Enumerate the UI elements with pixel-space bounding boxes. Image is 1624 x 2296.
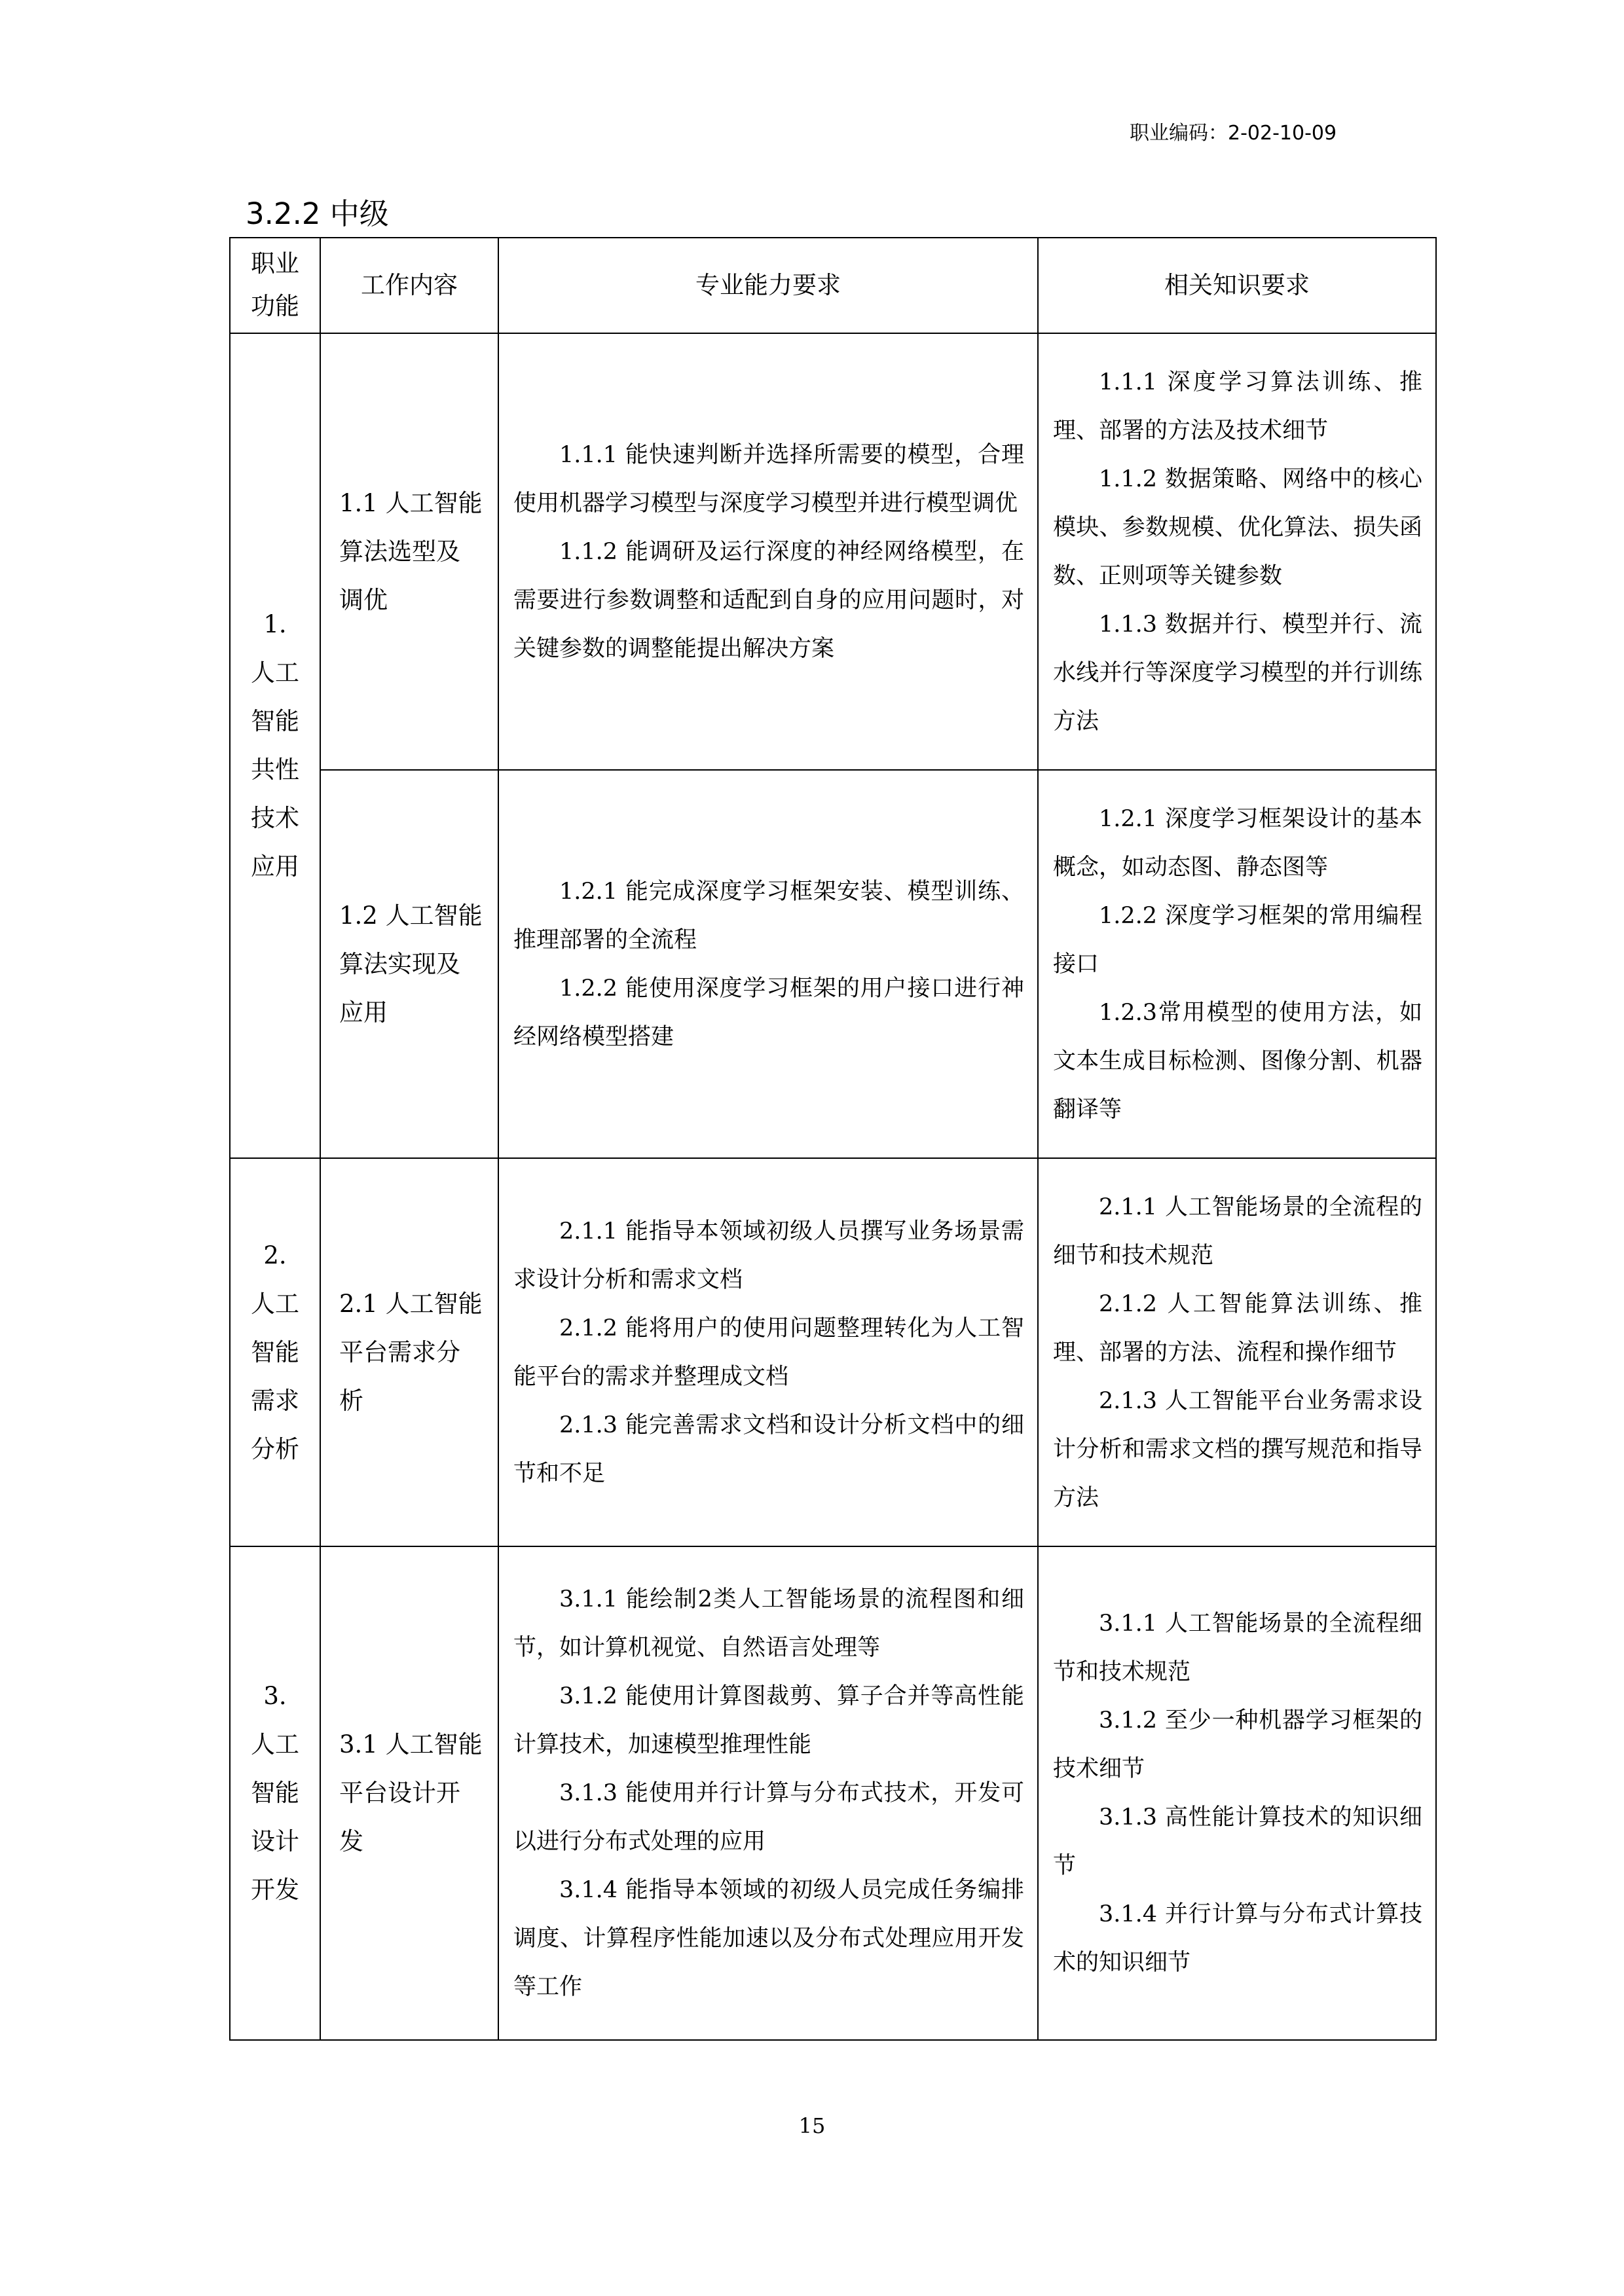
- ability-item: 3.1.3 能使用并行计算与分布式技术，开发可以进行分布式处理的应用: [513, 1780, 1024, 1855]
- knowledge-item: 1.2.3常用模型的使用方法，如文本生成目标检测、图像分割、机器翻译等: [1053, 999, 1422, 1123]
- ability-item: 2.1.3 能完善需求文档和设计分析文档中的细节和不足: [513, 1412, 1024, 1487]
- knowledge-item: 2.1.3 人工智能平台业务需求设计分析和需求文档的撰写规范和指导方法: [1053, 1387, 1422, 1511]
- function-cell: 1. 人工 智能 共性 技术 应用: [230, 333, 320, 1158]
- header-abilities: 专业能力要求: [498, 238, 1038, 333]
- knowledge-item: 1.2.2 深度学习框架的常用编程接口: [1053, 902, 1422, 977]
- work-content-cell: 2.1 人工智能平台需求分析: [320, 1158, 498, 1546]
- knowledge-item: 3.1.1 人工智能场景的全流程细节和技术规范: [1053, 1611, 1422, 1685]
- ability-item: 3.1.4 能指导本领域的初级人员完成任务编排调度、计算程序性能加速以及分布式处理应用开发等工作: [513, 1877, 1024, 2000]
- ability-item: 3.1.1 能绘制2类人工智能场景的流程图和细节，如计算机视觉、自然语言处理等: [513, 1586, 1024, 1661]
- abilities-cell: [498, 333, 1038, 770]
- abilities-cell: [498, 770, 1038, 1158]
- abilities-cell: [498, 1546, 1038, 2040]
- ability-item: 3.1.2 能使用计算图裁剪、算子合并等高性能计算技术，加速模型推理性能: [513, 1683, 1024, 1758]
- knowledge-item: 1.1.1 深度学习算法训练、推理、部署的方法及技术细节: [1053, 369, 1422, 444]
- ability-item: 2.1.1 能指导本领域初级人员撰写业务场景需求设计分析和需求文档: [513, 1218, 1024, 1293]
- knowledge-item: 1.1.2 数据策略、网络中的核心模块、参数规模、优化算法、损失函数、正则项等关键参数: [1053, 465, 1422, 589]
- table-row: [230, 333, 1436, 770]
- function-cell: 2. 人工 智能 需求 分析: [230, 1158, 320, 1546]
- knowledge-item: 1.2.1 深度学习框架设计的基本概念，如动态图、静态图等: [1053, 805, 1422, 881]
- header-knowledge: 相关知识要求: [1038, 238, 1436, 333]
- ability-item: 1.1.1 能快速判断并选择所需要的模型，合理使用机器学习模型与深度学习模型并进行模型调优: [513, 441, 1024, 517]
- work-content-cell: 1.2 人工智能算法实现及应用: [320, 770, 498, 1158]
- abilities-cell: [498, 1158, 1038, 1546]
- knowledge-cell: [1038, 770, 1436, 1158]
- knowledge-cell: [1038, 333, 1436, 770]
- header-work-content: 工作内容: [320, 238, 498, 333]
- function-cell: 3. 人工 智能 设计 开发: [230, 1546, 320, 2040]
- table-header-row: [230, 238, 1436, 333]
- section-title: 3.2.2 中级: [246, 196, 389, 231]
- occupation-code: 职业编码：2-02-10-09: [1130, 122, 1337, 145]
- knowledge-item: 1.1.3 数据并行、模型并行、流水线并行等深度学习模型的并行训练方法: [1053, 611, 1422, 735]
- knowledge-item: 2.1.2 人工智能算法训练、推理、部署的方法、流程和操作细节: [1053, 1290, 1422, 1366]
- ability-item: 1.2.2 能使用深度学习框架的用户接口进行神经网络模型搭建: [513, 975, 1024, 1050]
- knowledge-item: 3.1.2 至少一种机器学习框架的技术细节: [1053, 1707, 1422, 1782]
- work-content-cell: 3.1 人工智能平台设计开发: [320, 1546, 498, 2040]
- knowledge-item: 3.1.4 并行计算与分布式计算技术的知识细节: [1053, 1901, 1422, 1976]
- knowledge-item: 3.1.3 高性能计算技术的知识细节: [1053, 1804, 1422, 1879]
- table-row: [230, 1546, 1436, 2040]
- table-row: [230, 770, 1436, 1158]
- work-content-cell: 1.1 人工智能算法选型及调优: [320, 333, 498, 770]
- table-row: [230, 1158, 1436, 1546]
- knowledge-cell: [1038, 1158, 1436, 1546]
- page-number: 15: [798, 2113, 826, 2138]
- competency-table: [229, 237, 1437, 2041]
- header-function: 职业 功能: [230, 238, 320, 333]
- knowledge-item: 2.1.1 人工智能场景的全流程的细节和技术规范: [1053, 1194, 1422, 1269]
- knowledge-cell: [1038, 1546, 1436, 2040]
- ability-item: 1.2.1 能完成深度学习框架安装、模型训练、推理部署的全流程: [513, 878, 1024, 953]
- ability-item: 2.1.2 能将用户的使用问题整理转化为人工智能平台的需求并整理成文档: [513, 1315, 1024, 1390]
- ability-item: 1.1.2 能调研及运行深度的神经网络模型，在需要进行参数调整和适配到自身的应用问题时，对关键参数的调整能提出解决方案: [513, 538, 1024, 662]
